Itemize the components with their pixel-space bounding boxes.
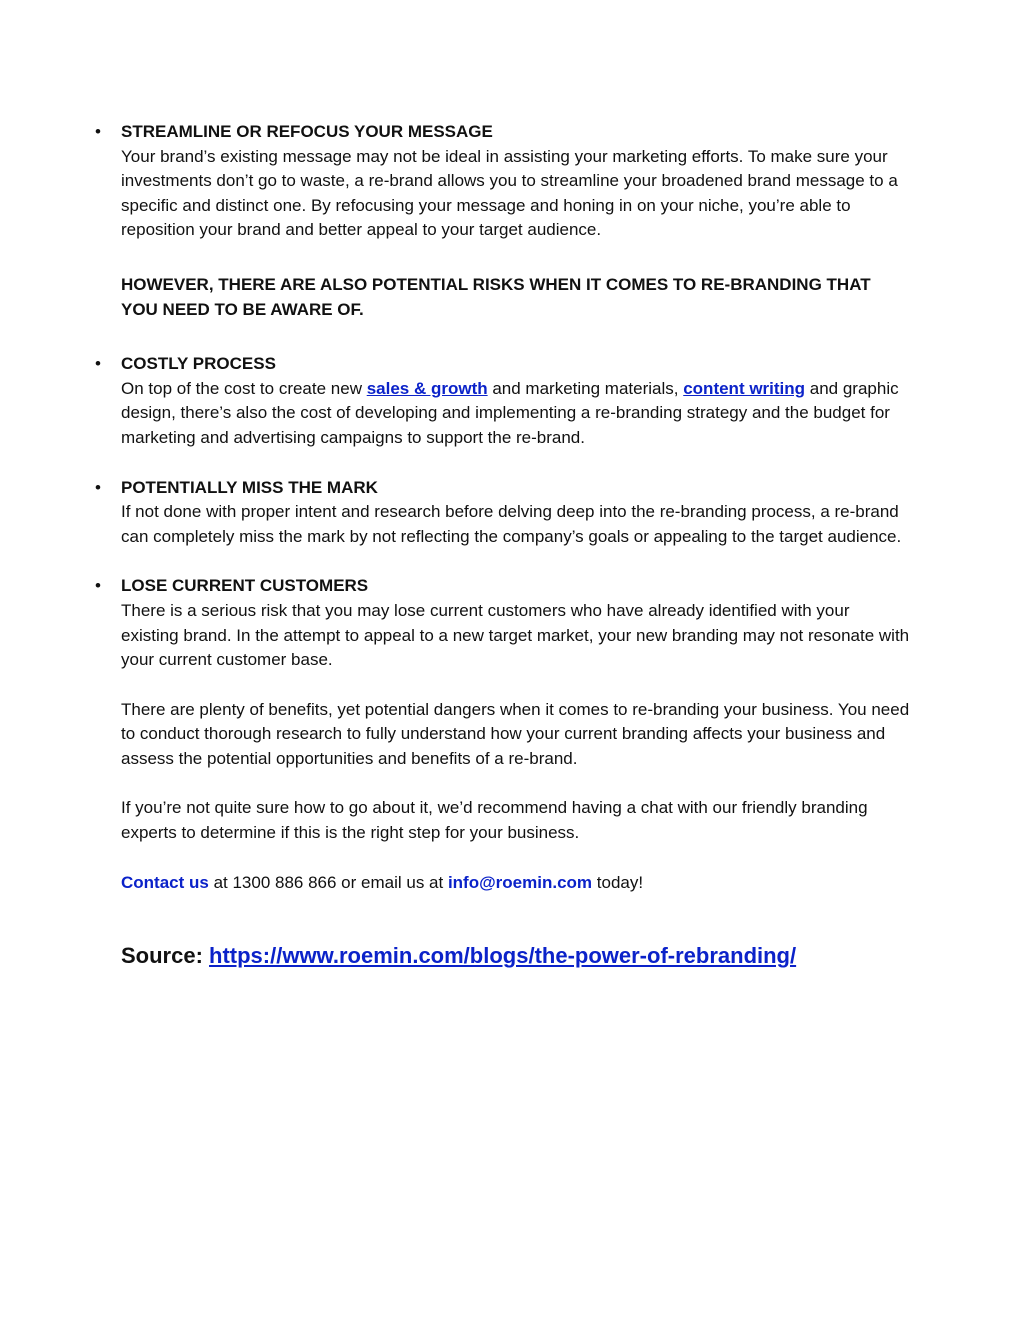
- sales-growth-link[interactable]: sales & growth: [366, 378, 488, 398]
- bullet-icon: •: [95, 354, 101, 374]
- contact-text: at 1300 886 866 or email us at: [208, 872, 448, 892]
- email-link[interactable]: info@roemin.com: [447, 872, 593, 892]
- risks-warning-heading: HOWEVER, THERE ARE ALSO POTENTIAL RISKS WHEN IT COMES TO RE-BRANDING THAT YOU NEED TO BE AWARE OF.: [121, 274, 871, 319]
- bullet-icon: •: [95, 477, 101, 497]
- section-body: Your brand’s existing message may not be ideal in assisting your marketing efforts. To make sure your investments don’t go to waste, a re-brand allows you to streamline your broadened brand message to a specific and distinct one. By refocusing your message and honing in on your niche, you’re able to reposition your brand and better appeal to your target audience.: [121, 146, 898, 240]
- content-writing-link[interactable]: content writing: [683, 378, 806, 398]
- list-item-streamline: [95, 120, 911, 243]
- section-body: [121, 377, 911, 451]
- bullet-icon: •: [95, 576, 101, 596]
- body-text: On top of the cost to create new: [121, 378, 367, 398]
- list-item-miss-the-mark: [95, 476, 911, 550]
- source-url-link[interactable]: https://www.roemin.com/blogs/the-power-of-rebranding/: [209, 943, 797, 969]
- summary-paragraph: There are plenty of benefits, yet potential dangers when it comes to re-branding your business. You need to conduct thorough research to fully understand how your current branding affects your business and assess the potential opportunities and benefits of a re-brand.: [121, 699, 910, 768]
- section-heading: LOSE CURRENT CUSTOMERS: [121, 576, 369, 596]
- source-label: Source:: [121, 943, 210, 969]
- section-body: If not done with proper intent and research before delving deep into the re-branding process, a re-brand can completely miss the mark by not reflecting the company’s goals or appealing to the target audience.: [121, 502, 902, 546]
- body-text: and graphic design, there’s also the cost of developing and implementing a re-branding strategy and the budget for marketing and advertising campaigns to support the re-brand.: [121, 378, 899, 447]
- source-line: [121, 941, 911, 971]
- contact-line: [121, 871, 911, 896]
- section-heading: COSTLY PROCESS: [121, 354, 276, 374]
- body-text: and marketing materials,: [487, 378, 684, 398]
- contact-text: today!: [592, 872, 644, 892]
- section-heading: STREAMLINE OR REFOCUS YOUR MESSAGE: [121, 122, 493, 141]
- list-item-costly-process: [95, 352, 911, 450]
- list-item-lose-customers: [95, 574, 911, 672]
- section-heading: POTENTIALLY MISS THE MARK: [121, 477, 378, 497]
- section-body: There is a serious risk that you may lose current customers who have already identified with your existing brand. In the attempt to appeal to a new target market, your new branding may not resonate with your current customer base.: [121, 600, 910, 670]
- bullet-icon: •: [95, 122, 101, 141]
- contact-us-link[interactable]: Contact us: [121, 872, 209, 892]
- document-body: [95, 120, 911, 971]
- recommendation-paragraph: If you’re not quite sure how to go about it, we’d recommend having a chat with our friendly branding experts to determine if this is the right step for your business.: [121, 798, 868, 843]
